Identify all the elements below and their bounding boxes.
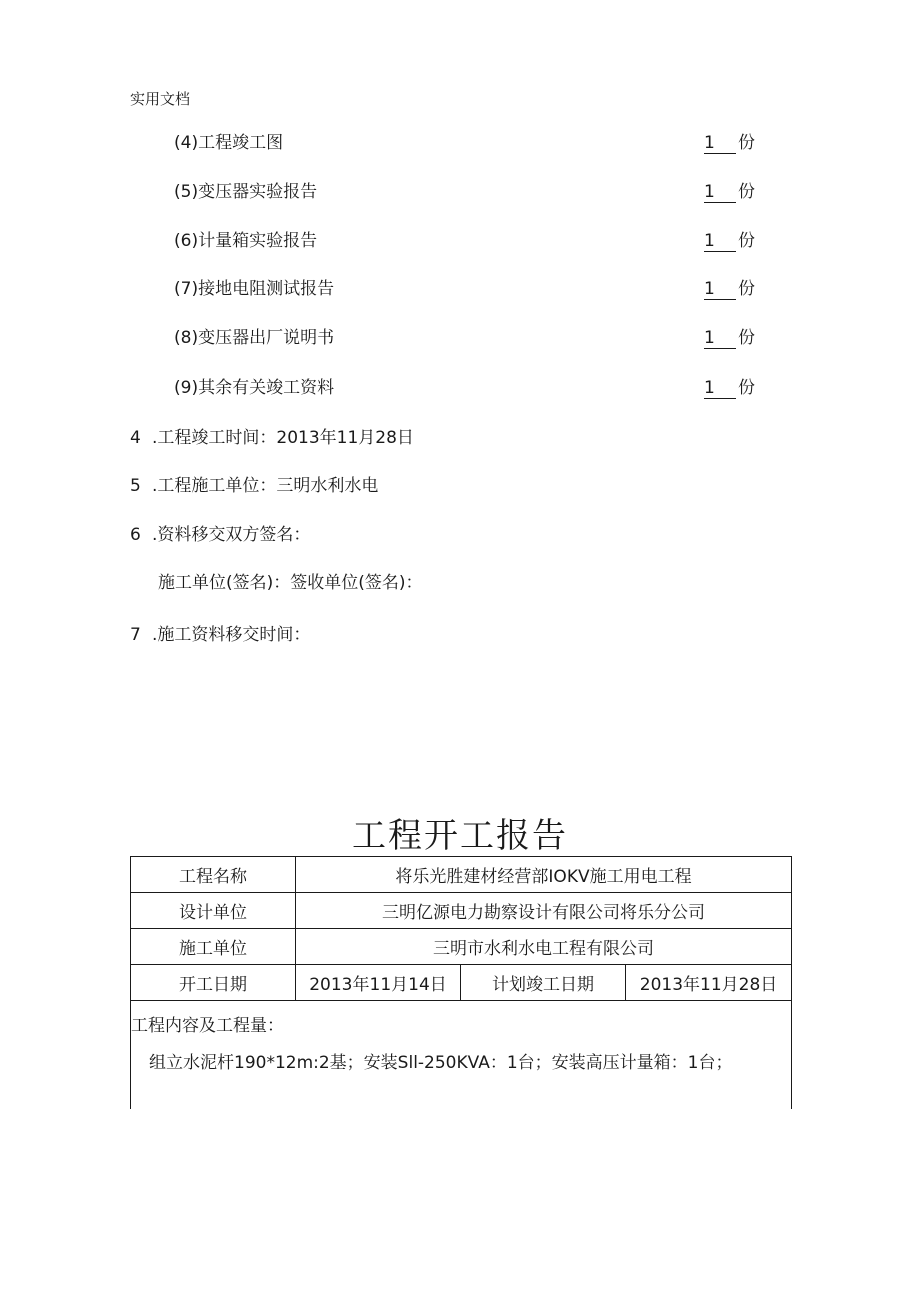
list-item-quantity (704, 274, 755, 300)
line-text: .资料移交双方签名： (152, 525, 311, 545)
work-content-text: 组立水泥杆190*12m:2基；安装Sll-250KVA：1台；安装高压计量箱：1台； (149, 1053, 733, 1073)
table-row (131, 893, 792, 929)
quantity-unit: 份 (738, 378, 755, 398)
construction-unit-line (130, 471, 378, 496)
handover-time-line (130, 620, 310, 645)
quantity-unit: 份 (738, 133, 755, 153)
list-item-label: (8)变压器出厂说明书 (174, 328, 335, 348)
construction-unit-value: 三明市水利水电工程有限公司 (296, 929, 792, 965)
construction-unit-label: 施工单位 (131, 929, 296, 965)
quantity-unit: 份 (738, 231, 755, 251)
list-item-label: (6)计量箱实验报告 (174, 231, 318, 251)
quantity-value: 1 (704, 329, 736, 349)
project-name-label: 工程名称 (131, 857, 296, 893)
line-number: 6 (130, 525, 141, 545)
signatures-line (130, 520, 310, 545)
table-row (131, 857, 792, 893)
project-name-value: 将乐光胜建材经营部IOKV施工用电工程 (296, 857, 792, 893)
list-item-label: (4)工程竣工图 (174, 133, 284, 153)
list-item-quantity (704, 128, 755, 154)
line-text: .工程施工单位：三明水利水电 (152, 476, 379, 496)
list-item-label: (7)接地电阻测试报告 (174, 279, 335, 299)
list-item-quantity (704, 373, 755, 399)
list-item-label: (5)变压器实验报告 (174, 182, 318, 202)
quantity-value: 1 (704, 280, 736, 300)
report-title: 工程开工报告 (352, 816, 568, 856)
table-row (131, 1001, 792, 1110)
list-item-label: (9)其余有关竣工资料 (174, 378, 335, 398)
table-row (131, 929, 792, 965)
planned-completion-value: 2013年11月28日 (626, 965, 792, 1001)
page-header: 实用文档 (130, 90, 191, 108)
line-text: .施工资料移交时间： (152, 625, 311, 645)
start-date-value: 2013年11月14日 (296, 965, 461, 1001)
quantity-unit: 份 (738, 328, 755, 348)
line-number: 5 (130, 476, 141, 496)
line-number: 7 (130, 625, 141, 645)
quantity-unit: 份 (738, 182, 755, 202)
design-unit-label: 设计单位 (131, 893, 296, 929)
quantity-value: 1 (704, 183, 736, 203)
report-table (130, 856, 792, 1109)
list-item-quantity (704, 323, 755, 349)
planned-completion-label: 计划竣工日期 (461, 965, 626, 1001)
start-date-label: 开工日期 (131, 965, 296, 1001)
quantity-value: 1 (704, 134, 736, 154)
list-item-quantity (704, 177, 755, 203)
design-unit-value: 三明亿源电力勘察设计有限公司将乐分公司 (296, 893, 792, 929)
quantity-value: 1 (704, 232, 736, 252)
quantity-unit: 份 (738, 279, 755, 299)
work-content-cell (131, 1001, 792, 1110)
line-text: .工程竣工时间：2013年11月28日 (152, 428, 414, 448)
quantity-value: 1 (704, 379, 736, 399)
completion-time-line (130, 423, 414, 448)
line-number: 4 (130, 428, 141, 448)
work-content-label: 工程内容及工程量： (131, 1016, 284, 1036)
signature-fields: 施工单位(签名)：签收单位(签名)： (158, 573, 423, 593)
table-row (131, 965, 792, 1001)
list-item-quantity (704, 226, 755, 252)
